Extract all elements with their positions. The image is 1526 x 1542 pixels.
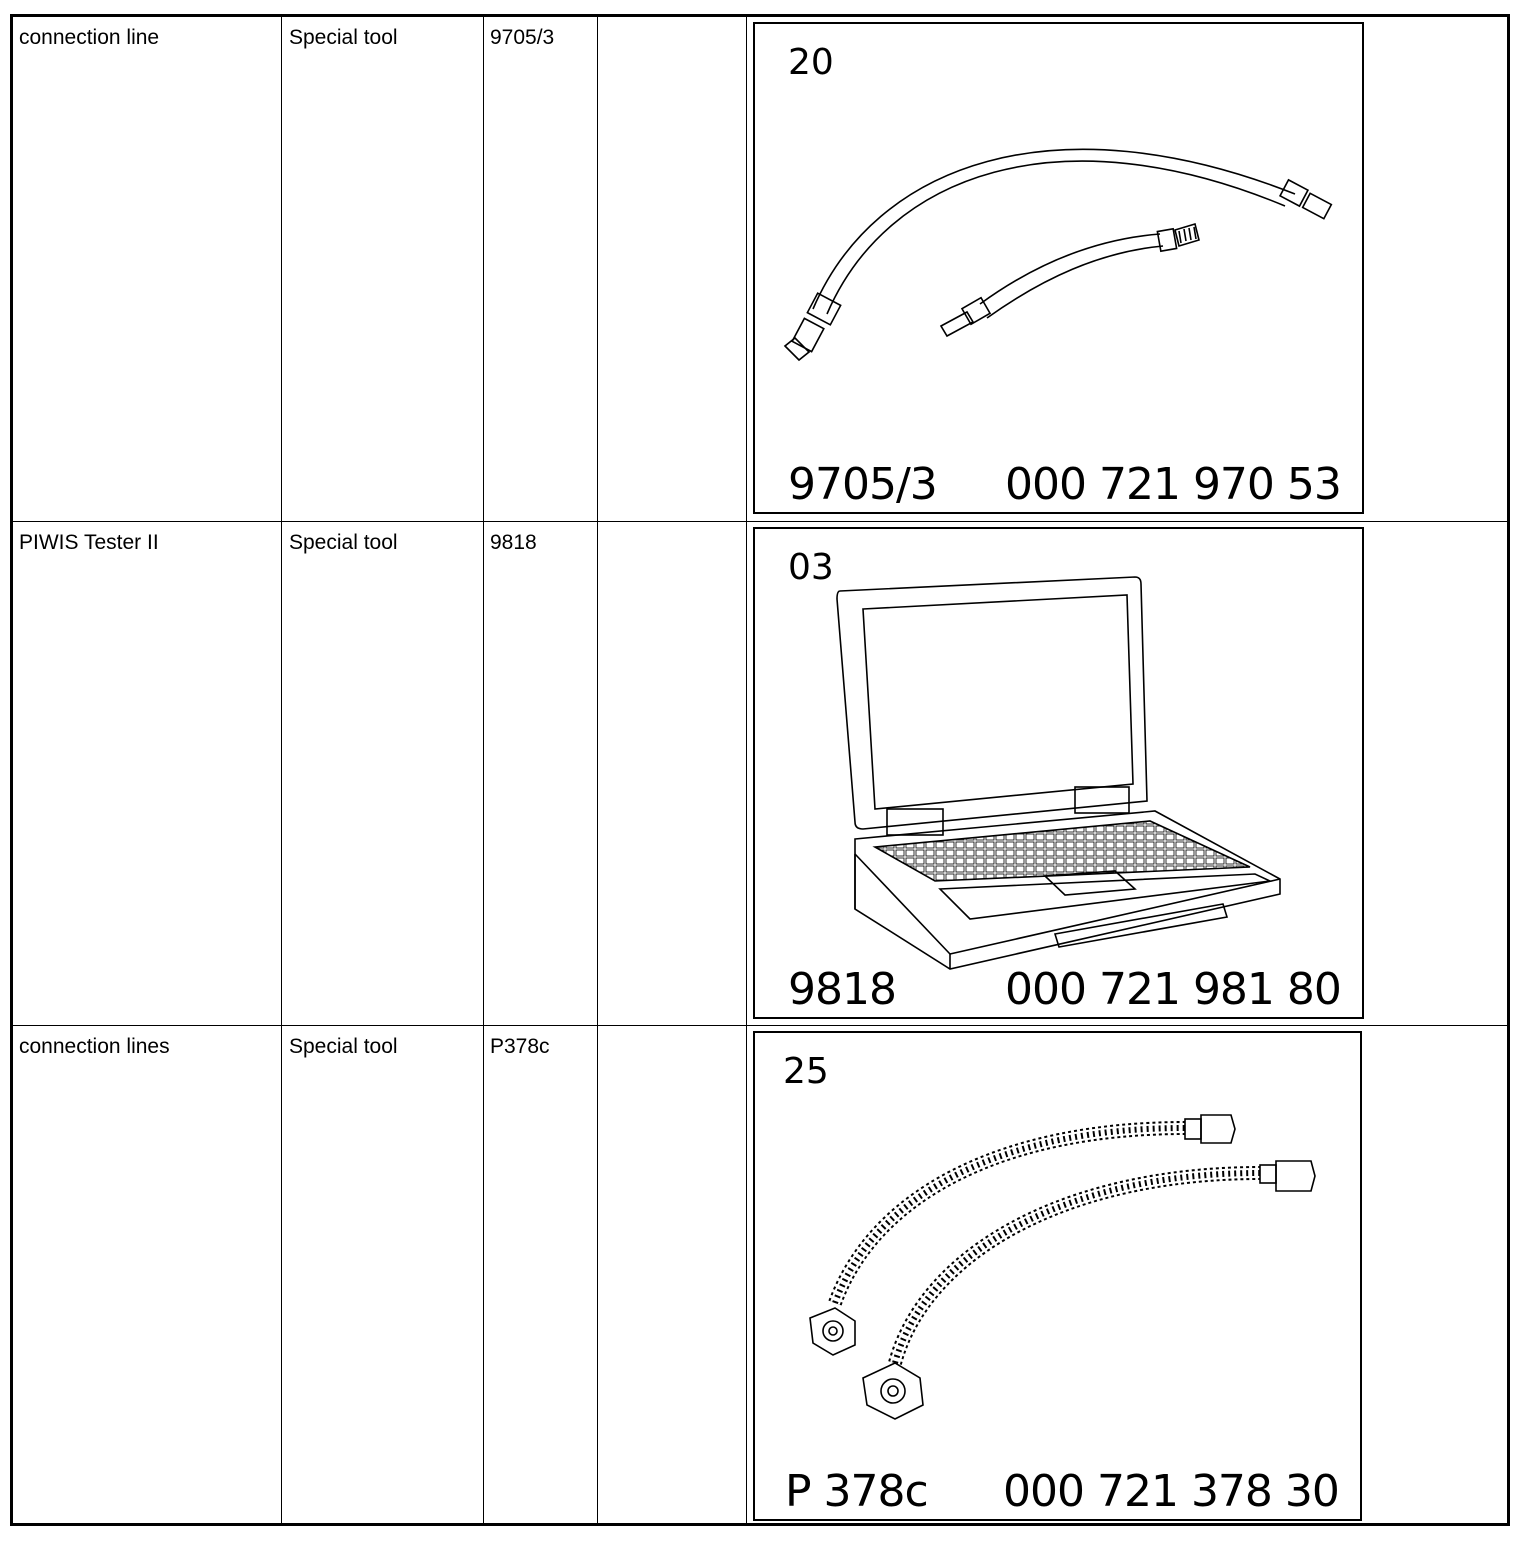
figure-part-number: 000 721 378 30 <box>1003 1466 1339 1517</box>
figure-code: P 378c <box>785 1466 928 1517</box>
column-divider <box>281 1026 282 1523</box>
tool-type: Special tool <box>289 26 398 49</box>
tool-figure <box>753 1031 1362 1521</box>
column-divider <box>483 1026 484 1523</box>
tool-type: Special tool <box>289 1035 398 1058</box>
column-divider <box>597 522 598 1025</box>
tool-number: 9818 <box>490 531 537 554</box>
column-divider <box>746 17 747 521</box>
table-row <box>13 1026 1507 1523</box>
table-row <box>13 17 1507 522</box>
figure-code: 9705/3 <box>788 459 937 510</box>
figure-part-number: 000 721 981 80 <box>1005 964 1341 1015</box>
tool-figure <box>753 527 1364 1019</box>
figure-id: 25 <box>783 1051 829 1092</box>
figure-part-number: 000 721 970 53 <box>1005 459 1341 510</box>
tool-name: connection line <box>19 26 160 49</box>
column-divider <box>483 17 484 521</box>
special-tools-table <box>10 14 1510 1526</box>
hose-lines-icon <box>755 24 1364 514</box>
figure-id: 03 <box>788 547 834 588</box>
column-divider <box>281 522 282 1025</box>
tool-name: PIWIS Tester II <box>19 531 159 554</box>
tool-figure <box>753 22 1364 514</box>
column-divider <box>597 1026 598 1523</box>
column-divider <box>281 17 282 521</box>
column-divider <box>483 522 484 1025</box>
figure-code: 9818 <box>788 964 896 1015</box>
figure-id: 20 <box>788 42 834 83</box>
tool-type: Special tool <box>289 531 398 554</box>
laptop-icon <box>755 529 1364 1019</box>
braided-hoses-icon <box>755 1033 1362 1521</box>
tool-name: connection lines <box>19 1035 170 1058</box>
column-divider <box>597 17 598 521</box>
column-divider <box>746 1026 747 1523</box>
table-row <box>13 522 1507 1026</box>
tool-number: P378c <box>490 1035 550 1058</box>
tool-number: 9705/3 <box>490 26 555 49</box>
column-divider <box>746 522 747 1025</box>
